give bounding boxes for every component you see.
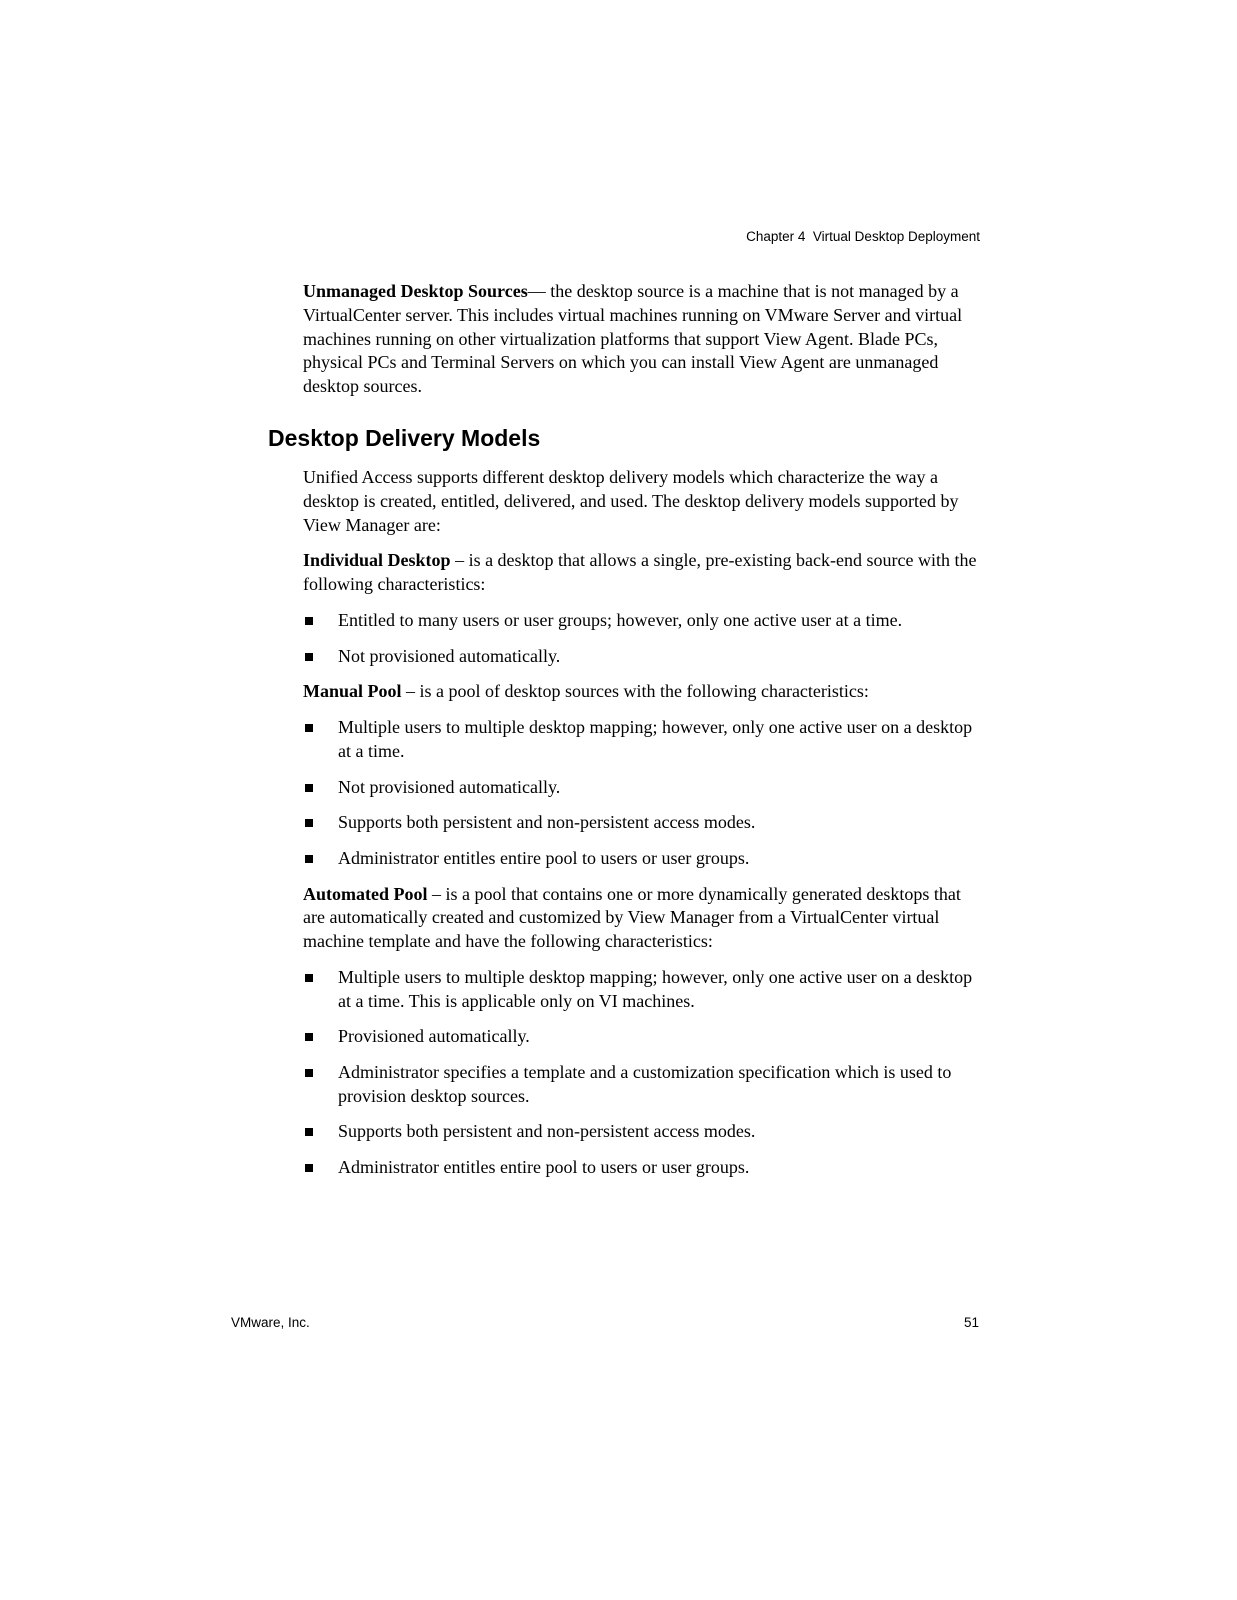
bullet-text: Not provisioned automatically. <box>338 776 561 797</box>
page-number: 51 <box>963 1315 979 1330</box>
bullet-text: Not provisioned automatically. <box>338 645 561 666</box>
model-manual-pool <box>303 680 983 704</box>
square-bullet-icon <box>305 1069 313 1077</box>
section-body <box>303 466 983 1192</box>
square-bullet-icon <box>305 974 313 982</box>
manual-pool-bullets <box>303 716 983 870</box>
list-item <box>303 1120 983 1144</box>
square-bullet-icon <box>305 617 313 625</box>
square-bullet-icon <box>305 653 313 661</box>
model-individual-desktop <box>303 549 983 597</box>
list-item <box>303 1156 983 1180</box>
model-text: – is a desktop that allows a single, pre-existing back-end source with the following characteristics: <box>303 550 977 595</box>
list-item <box>303 609 983 633</box>
intro-text: — the desktop source is a machine that is not managed by a VirtualCenter server. This includes virtual machines running on VMware Server and virtual machines running on other virtualization platforms that support View Agent. Blade PCs, physical PCs and Terminal Servers on which you can install View Agent are unmanaged desktop sources. <box>303 281 963 397</box>
list-item <box>303 645 983 669</box>
automated-pool-bullets <box>303 966 983 1180</box>
square-bullet-icon <box>305 855 313 863</box>
running-header: Chapter 4 Virtual Desktop Deployment <box>746 229 980 244</box>
list-item <box>303 811 983 835</box>
list-item <box>303 716 983 764</box>
bullet-text: Entitled to many users or user groups; however, only one active user at a time. <box>338 609 903 630</box>
intro-paragraph <box>303 280 983 399</box>
square-bullet-icon <box>305 1164 313 1172</box>
section-lead: Unified Access supports different desktop delivery models which characterize the way a desktop is created, entitled, delivered, and used. The desktop delivery models supported by View Manager are: <box>303 467 959 535</box>
list-item <box>303 847 983 871</box>
intro-term: Unmanaged Desktop Sources <box>303 281 528 301</box>
footer-company: VMware, Inc. <box>231 1315 310 1330</box>
bullet-text: Supports both persistent and non-persistent access modes. <box>338 1121 756 1142</box>
bullet-text: Supports both persistent and non-persistent access modes. <box>338 812 756 833</box>
list-item <box>303 1061 983 1109</box>
square-bullet-icon <box>305 784 313 792</box>
square-bullet-icon <box>305 724 313 732</box>
square-bullet-icon <box>305 1033 313 1041</box>
list-item <box>303 776 983 800</box>
square-bullet-icon <box>305 1128 313 1136</box>
intro-paragraph-block <box>303 280 983 411</box>
model-term: Individual Desktop <box>303 550 451 571</box>
square-bullet-icon <box>305 819 313 827</box>
bullet-text: Administrator specifies a template and a customization specification which is used to provision desktop sources. <box>338 1061 952 1106</box>
bullet-text: Administrator entitles entire pool to users or user groups. <box>338 847 750 868</box>
bullet-text: Provisioned automatically. <box>338 1026 530 1047</box>
list-item <box>303 1025 983 1049</box>
model-text: – is a pool that contains one or more dynamically generated desktops that are automatically created and customized by View Manager from a VirtualCenter virtual machine template and have the following characteristics: <box>303 883 961 952</box>
list-item <box>303 966 983 1014</box>
section-title: Desktop Delivery Models <box>268 425 541 451</box>
individual-desktop-bullets <box>303 609 983 668</box>
bullet-text: Administrator entitles entire pool to users or user groups. <box>338 1156 750 1177</box>
model-text: – is a pool of desktop sources with the following characteristics: <box>401 681 869 702</box>
bullet-text: Multiple users to multiple desktop mapping; however, only one active user on a desktop at a time. <box>338 717 973 761</box>
model-term: Manual Pool <box>303 681 402 702</box>
model-automated-pool <box>303 883 983 954</box>
bullet-text: Multiple users to multiple desktop mapping; however, only one active user on a desktop at a time. This is applicable only on VI machines. <box>338 966 973 1011</box>
model-term: Automated Pool <box>303 883 428 904</box>
